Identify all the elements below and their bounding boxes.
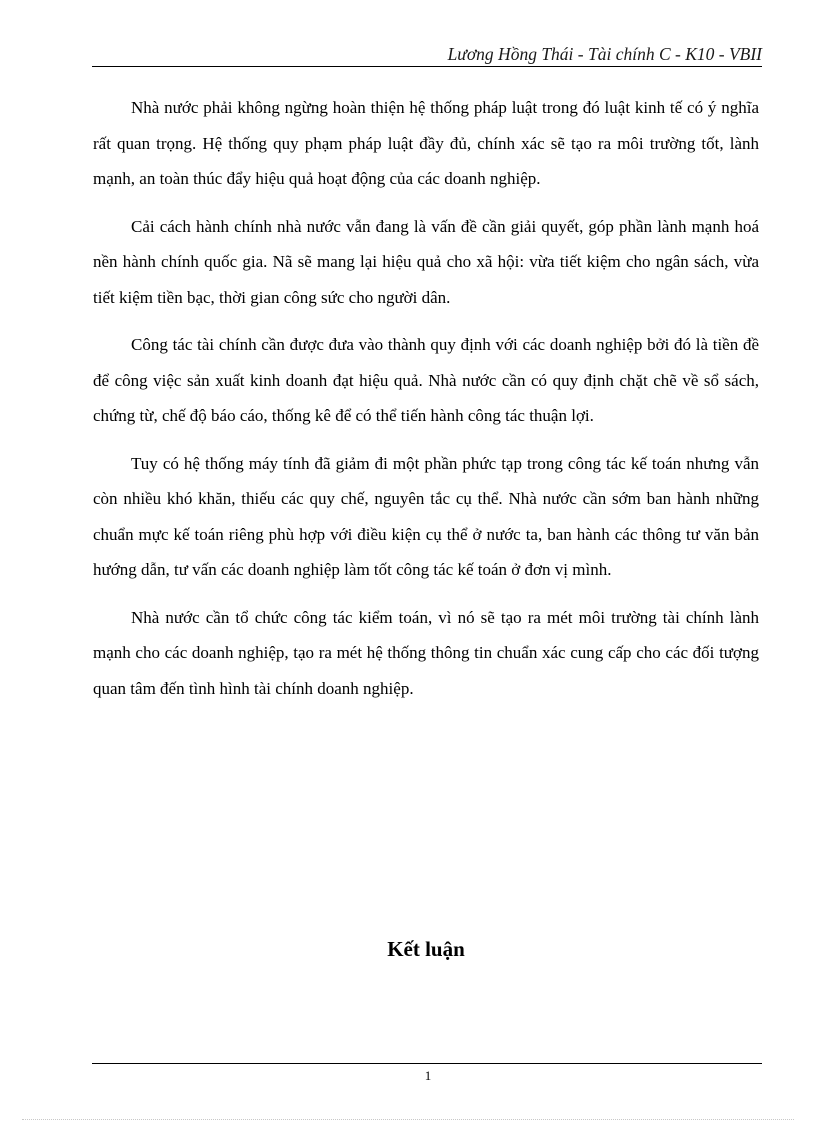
paragraph-financial-regulation: Công tác tài chính cần được đưa vào thành quy định với các doanh nghiệp bởi đó là tiền đề để công việc sản xuất kinh doanh đạt hiệu quả. Nhà nước cần có quy định chặt chẽ về sổ sách, chứng từ, chế độ báo cáo, thống kê để có thể tiến hành công tác thuận lợi.: [93, 335, 759, 425]
body-text: [93, 90, 759, 718]
paragraph-accounting-standards: Tuy có hệ thống máy tính đã giảm đi một phần phức tạp trong công tác kế toán nhưng vẫn còn nhiều khó khăn, thiếu các quy chế, nguyên tắc cụ thể. Nhà nước cần sớm ban hành những chuẩn mực kế toán riêng phù hợp với điều kiện cụ thể ở nước ta, ban hành các thông tư văn bản hướng dẫn, tư vấn các doanh nghiệp làm tốt công tác kế toán ở đơn vị mình.: [93, 453, 759, 579]
conclusion-heading: Kết luận: [387, 937, 465, 961]
footer-divider: [92, 1063, 762, 1064]
page-number: 1: [424, 1068, 432, 1083]
paragraph-auditing: Nhà nước cần tổ chức công tác kiểm toán, vì nó sẽ tạo ra mét môi trường tài chính lành mạnh cho các doanh nghiệp, tạo ra mét hệ thống thông tin chuẩn xác cung cấp cho các đối tượng quan tâm đến tình hình tài chính doanh nghiệp.: [93, 607, 759, 698]
header-divider: [92, 66, 762, 67]
page-bottom-edge: [22, 1119, 794, 1120]
running-header: Lương Hồng Thái - Tài chính C - K10 - VBII: [447, 44, 762, 64]
paragraph-legal-system: Nhà nước phải không ngừng hoàn thiện hệ thống pháp luật trong đó luật kinh tế có ý nghĩa rất quan trọng. Hệ thống quy phạm pháp luật đầy đủ, chính xác sẽ tạo ra môi trường tốt, lành mạnh, an toàn thúc đẩy hiệu quả hoạt động của các doanh nghiệp.: [93, 98, 759, 188]
paragraph-administrative-reform: Cải cách hành chính nhà nước vẫn đang là vấn đề cần giải quyết, góp phần lành mạnh hoá nền hành chính quốc gia. Nã sẽ mang lại hiệu quả cho xã hội: vừa tiết kiệm cho ngân sách, vừa tiết kiệm tiền bạc, thời gian công sức cho người dân.: [93, 216, 759, 307]
